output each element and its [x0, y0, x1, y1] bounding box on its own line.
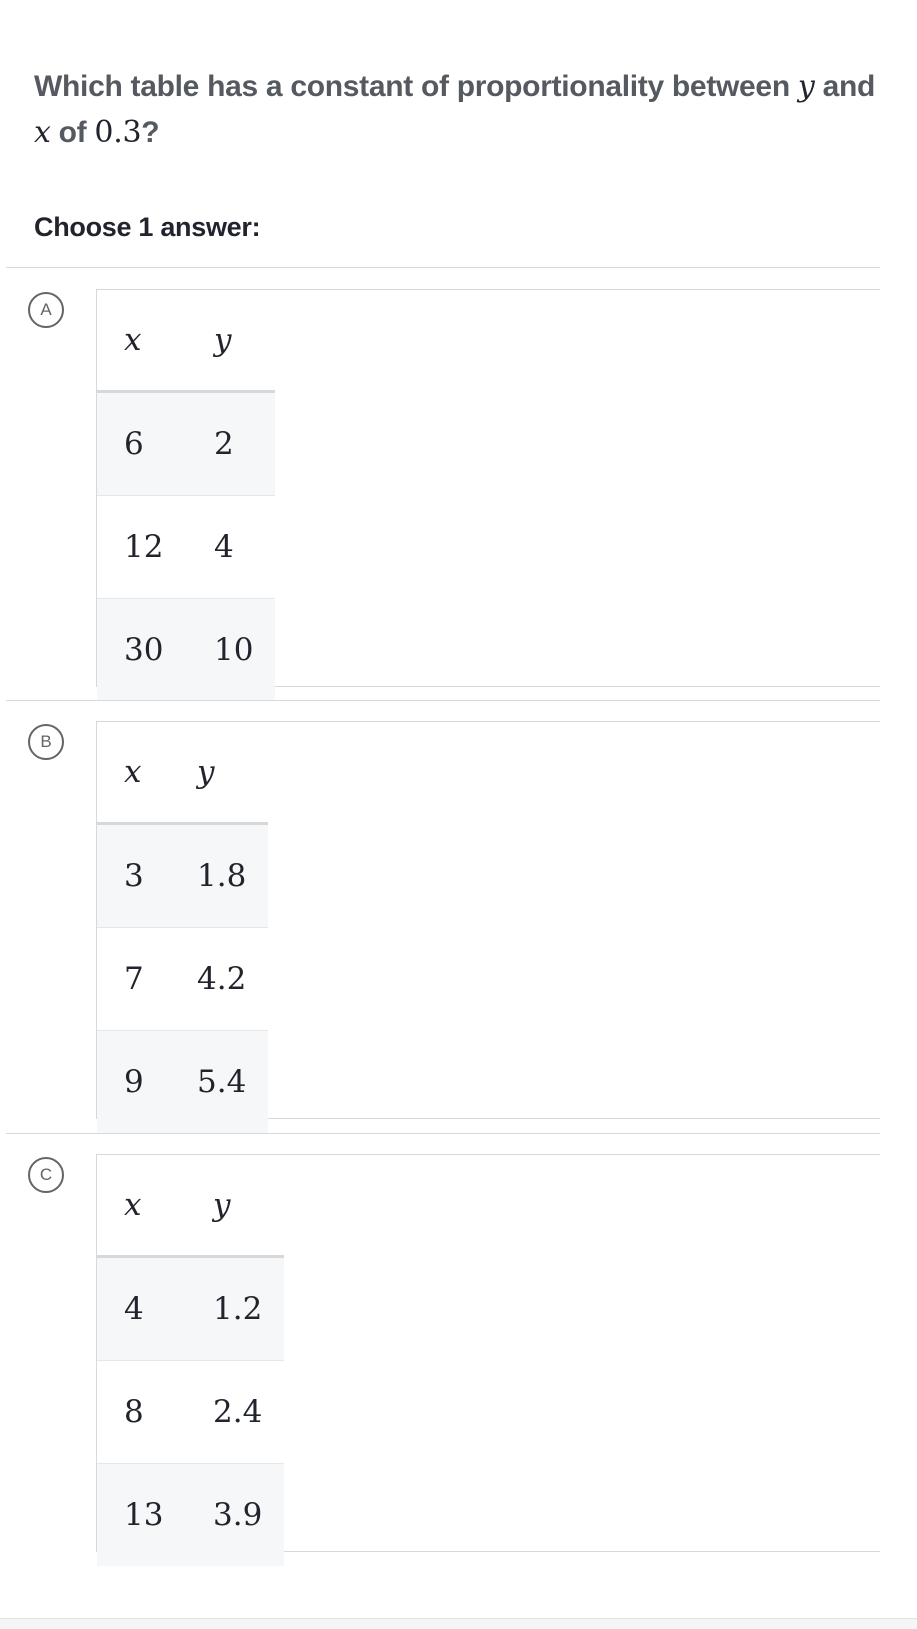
table-header-x: x: [97, 722, 197, 824]
constant-value: 0.3: [94, 115, 142, 150]
bottom-edge: [0, 1618, 917, 1629]
question-text: [34, 64, 894, 156]
choice-b-table-card[interactable]: [96, 721, 880, 1119]
table-cell: 4: [214, 496, 275, 599]
table-cell: 4: [97, 1257, 213, 1361]
table-cell: 3: [97, 824, 197, 928]
choice-a-table: [97, 290, 275, 701]
table-header-x: x: [97, 290, 214, 392]
divider: [6, 700, 880, 701]
table-row: [97, 392, 275, 496]
table-row: [97, 824, 268, 928]
table-cell: 7: [97, 928, 197, 1031]
table-cell: 8: [97, 1361, 213, 1464]
table-cell: 12: [97, 496, 214, 599]
divider: [6, 1133, 880, 1134]
table-cell: 9: [97, 1031, 197, 1134]
choice-letter-b[interactable]: B: [28, 724, 64, 760]
var-y: y: [797, 69, 815, 104]
choice-a-table-card[interactable]: [96, 289, 880, 687]
table-cell: 10: [214, 599, 275, 702]
table-header-y: y: [197, 722, 268, 824]
choice-b-table: [97, 722, 268, 1133]
table-row: [97, 928, 268, 1031]
table-row: [97, 599, 275, 702]
table-cell: 6: [97, 392, 214, 496]
table-cell: 2.4: [213, 1361, 284, 1464]
table-cell: 2: [214, 392, 275, 496]
table-cell: 13: [97, 1464, 213, 1567]
table-row: [97, 1464, 284, 1567]
table-cell: 5.4: [197, 1031, 268, 1134]
table-cell: 3.9: [213, 1464, 284, 1567]
table-header-y: y: [213, 1155, 284, 1257]
table-header-y: y: [214, 290, 275, 392]
table-header-x: x: [97, 1155, 213, 1257]
choice-letter-c[interactable]: C: [28, 1157, 64, 1193]
choice-c-table: [97, 1155, 284, 1566]
table-cell: 4.2: [197, 928, 268, 1031]
table-cell: 30: [97, 599, 214, 702]
table-cell: 1.2: [213, 1257, 284, 1361]
question-part2: and: [814, 70, 876, 103]
table-row: [97, 1031, 268, 1134]
table-row: [97, 496, 275, 599]
divider: [6, 267, 880, 268]
choice-c-table-card[interactable]: [96, 1154, 880, 1552]
table-row: [97, 1361, 284, 1464]
question-part3: of: [50, 116, 95, 149]
choice-letter-a[interactable]: A: [28, 292, 64, 328]
instruction: Choose 1 answer:: [34, 212, 261, 242]
table-row: [97, 1257, 284, 1361]
var-x: x: [34, 115, 51, 150]
question-part4: ?: [141, 116, 160, 149]
table-cell: 1.8: [197, 824, 268, 928]
question-part1: Which table has a constant of proportionality between: [34, 70, 798, 103]
